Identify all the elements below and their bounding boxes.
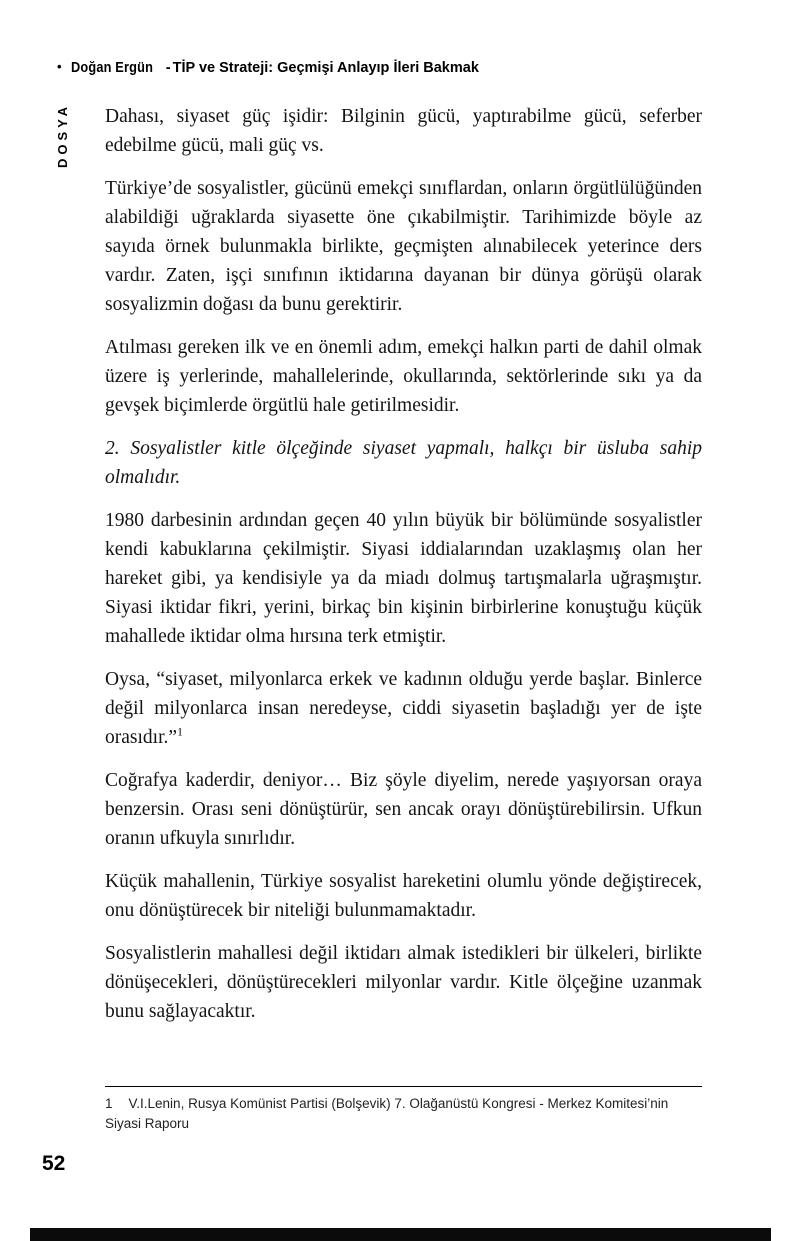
paragraph xyxy=(105,665,702,752)
running-header xyxy=(57,60,479,76)
paragraph-text: Oysa, “siyaset, milyonlarca erkek ve kadının olduğu yerde başlar. Binlerce değil milyonlarca insan neredeyse, ciddi siyasetin başladığı yer de işte orasıdır.” xyxy=(105,669,702,748)
section-label-vertical: DOSYA xyxy=(55,102,70,168)
bullet-icon: • xyxy=(57,59,62,74)
footnote-marker: 1 xyxy=(105,1096,113,1111)
header-text xyxy=(71,60,479,76)
page-edge-bar xyxy=(30,1228,771,1241)
header-title: TİP ve Strateji: Geçmişi Anlayıp İleri Bakmak xyxy=(172,60,479,76)
paragraph: Dahası, siyaset güç işidir: Bilginin gücü, yaptırabilme gücü, seferber edebilme gücü, mali güç vs. xyxy=(105,106,702,156)
paragraph: 1980 darbesinin ardından geçen 40 yılın büyük bir bölümünde sosyalistler kendi kabuklarına çekilmiştir. Siyasi iddialarından uzaklaşmış olan her hareket gibi, ya kendisiyle ya da miadı dolmuş tartışmalarla uğraşmıştır. Siyasi iktidar fikri, yerini, birkaç bin kişinin birbirlerine konuştuğu küçük mahallede iktidar olma hırsına terk etmiştir. xyxy=(105,510,702,647)
header-author: Doğan Ergün xyxy=(70,60,153,76)
footnote-reference: 1 xyxy=(177,724,184,739)
footnote xyxy=(105,1086,702,1134)
paragraph: Sosyalistlerin mahallesi değil iktidarı almak istedikleri bir ülkeleri, birlikte dönüşecekleri, dönüştürecekleri milyonlar vardır. Kitle ölçeğine uzanmak bunu sağlayacaktır. xyxy=(105,943,702,1022)
page-number: 52 xyxy=(42,1152,66,1175)
paragraph: Atılması gereken ilk ve en önemli adım, emekçi halkın parti de dahil olmak üzere iş yerlerinde, mahallelerinde, okullarında, sektörlerinde sıkı ya da gevşek biçimlerde örgütlü hale getirilmesidir. xyxy=(105,337,702,416)
footnote-text: V.I.Lenin, Rusya Komünist Partisi (Bolşevik) 7. Olağanüstü Kongresi - Merkez Komitesi’nin Siyasi Raporu xyxy=(105,1096,669,1131)
paragraph: Türkiye’de sosyalistler, gücünü emekçi sınıflardan, onların örgütlülüğünden alabildiği uğraklarda siyasette öne çıkabilmiştir. Tarihimizde böyle az sayıda örnek bulunmakla birlikte, geçmişten alınabilecek yeterince ders vardır. Zaten, işçi sınıfının iktidarına dayanan bir dünya görüşü olarak sosyalizmin doğası da bunu gerektirir. xyxy=(105,178,702,315)
paragraph: Küçük mahallenin, Türkiye sosyalist hareketini olumlu yönde değiştirecek, onu dönüştürecek bir niteliği bulunmamaktadır. xyxy=(105,871,702,921)
paragraph: Coğrafya kaderdir, deniyor… Biz şöyle diyelim, nerede yaşıyorsan oraya benzersin. Orası seni dönüştürür, sen ancak orayı dönüştürebilirsin. Ufkun oranın ufkuyla sınırlıdır. xyxy=(105,770,702,849)
paragraph-subheading-italic: 2. Sosyalistler kitle ölçeğinde siyaset yapmalı, halkçı bir üsluba sahip olmalıdır. xyxy=(105,438,702,488)
header-separator: - xyxy=(165,60,171,76)
body-text xyxy=(105,102,702,1040)
